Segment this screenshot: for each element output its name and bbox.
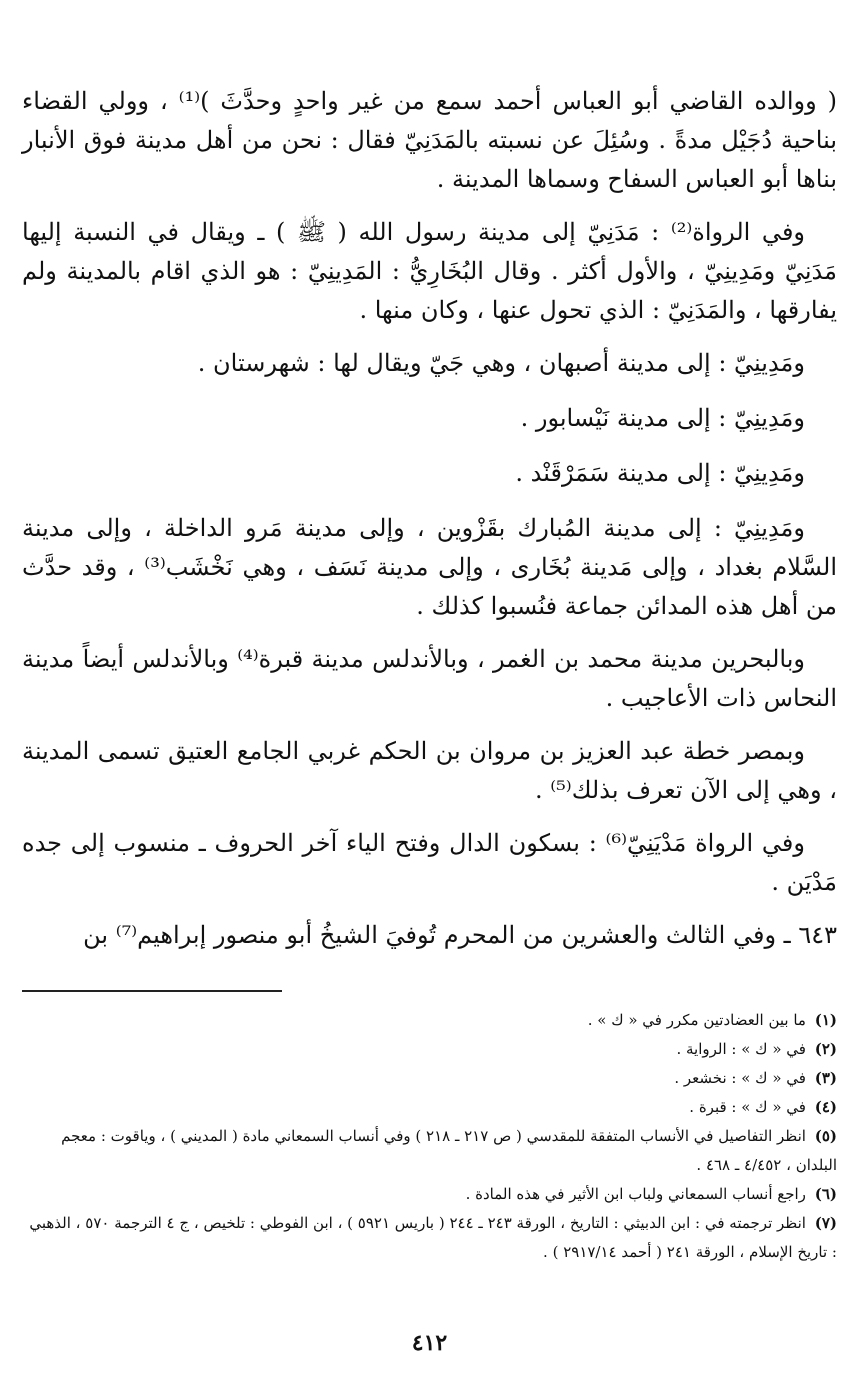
footnote-item <box>22 1035 837 1064</box>
paragraph-egypt: وبمصر خطة عبد العزيز بن مروان بن الحكم غربي الجامع العتيق تسمى المدينة ، وهي إلى الآن تعرف بذلك⁽⁵⁾ . <box>22 737 837 804</box>
footnote-item <box>22 1180 837 1209</box>
footnote-item <box>22 1209 837 1267</box>
footnote-text: في « ك » : نخشعر . <box>674 1069 806 1087</box>
footnote-text: انظر التفاصيل في الأنساب المتفقة للمقدسي ( ص ٢١٧ ـ ٢١٨ ) وفي أنساب السمعاني مادة ( المديني ) ، وياقوت : معجم البلدان ، ٤/٤٥٢ ـ ٤٦٨ . <box>61 1127 837 1174</box>
footnote-number: (١) <box>814 1011 837 1029</box>
footnote-text: ما بين العضادتين مكرر في « ك » . <box>587 1011 806 1029</box>
paragraph-nishapur: ومَدِينِيّ : إلى مدينة نَيْسابور . <box>520 404 805 432</box>
paragraph-other-cities: ومَدِينِيّ : إلى مدينة المُبارك بقَزْوين ، وإلى مدينة مَرو الداخلة ، وإلى مدينة السَّلام بغداد ، وإلى مَدينة بُخَارى ، وإلى مدينة نَسَف ، وهي نَخْشَب⁽³⁾ ، وقد حدَّث من أهل هذه المدائن جماعة فنُسبوا كذلك . <box>22 514 837 620</box>
paragraph-madyani: وفي الرواة مَدْيَنِيّ⁽⁶⁾ : بسكون الدال وفتح الياء آخر الحروف ـ منسوب إلى جده مَدْيَن . <box>22 829 837 896</box>
footnote-number: (٥) <box>814 1127 837 1145</box>
footnote-list <box>22 1006 837 1267</box>
paragraph-father-judge: ( ووالده القاضي أبو العباس أحمد سمع من غير واحدٍ وحدَّثَ )⁽¹⁾ ، وولي القضاء بناحية دُجَيْل مدةً . وسُئِلَ عن نسبته بالمَدَنِيّ فقال : نحن من أهل مدينة فوق الأنبار بناها أبو العباس السفاح وسماها المدينة . <box>22 87 837 193</box>
paragraph-bahrain-andalus: وبالبحرين مدينة محمد بن الغمر ، وبالأندلس مدينة قبرة⁽⁴⁾ وبالأندلس أيضاً مدينة النحاس ذات الأعاجيب . <box>22 645 837 712</box>
footnote-text: انظر ترجمته في : ابن الدبيثي : التاريخ ، الورقة ٢٤٣ ـ ٢٤٤ ( باريس ٥٩٢١ ) ، ابن الفوطي : تلخيص ، ج ٤ الترجمة ٥٧٠ ، الذهبي : تاريخ الإسلام ، الورقة ٢٤١ ( أحمد ٢٩١٧/١٤ ) . <box>29 1214 837 1261</box>
footnote-item <box>22 1064 837 1093</box>
main-text-body <box>22 82 837 955</box>
footnotes-section <box>22 990 837 1267</box>
footnote-item <box>22 1006 837 1035</box>
paragraph-madani-definition: وفي الرواة⁽²⁾ : مَدَنِيّ إلى مدينة رسول الله ( ﷺ ) ـ ويقال في النسبة إليها مَدَنِيّ ومَدِينِيّ ، والأول أكثر . وقال البُخَارِيُّ : المَدِينِيّ : هو الذي اقام بالمدينة ولم يفارقها ، والمَدَنِيّ : الذي تحول عنها ، وكان منها . <box>22 218 837 324</box>
footnote-text: راجع أنساب السمعاني ولباب ابن الأثير في هذه المادة . <box>465 1185 806 1203</box>
footnote-number: (٢) <box>814 1040 837 1058</box>
footnote-number: (٦) <box>814 1185 837 1203</box>
page-number: ٤١٢ <box>411 1330 448 1356</box>
footnote-number: (٤) <box>814 1098 837 1116</box>
footnote-number: (٧) <box>814 1214 837 1232</box>
footnote-text: في « ك » : الرواية . <box>676 1040 806 1058</box>
paragraph-isfahan: ومَدِينِيّ : إلى مدينة أصبهان ، وهي جَيّ ويقال لها : شهرستان . <box>197 349 805 377</box>
paragraph-samarqand: ومَدِينِيّ : إلى مدينة سَمَرْقَنْد . <box>515 459 805 487</box>
footnote-item <box>22 1122 837 1180</box>
book-page <box>22 82 837 1389</box>
footnote-number: (٣) <box>814 1069 837 1087</box>
footnote-divider <box>22 990 282 992</box>
footnote-item <box>22 1093 837 1122</box>
footnote-text: في « ك » : قبرة . <box>689 1098 806 1116</box>
paragraph-entry-643: ٦٤٣ ـ وفي الثالث والعشرين من المحرم تُوفيَ الشيخُ أبو منصور إبراهيم⁽⁷⁾ بن <box>83 921 837 949</box>
